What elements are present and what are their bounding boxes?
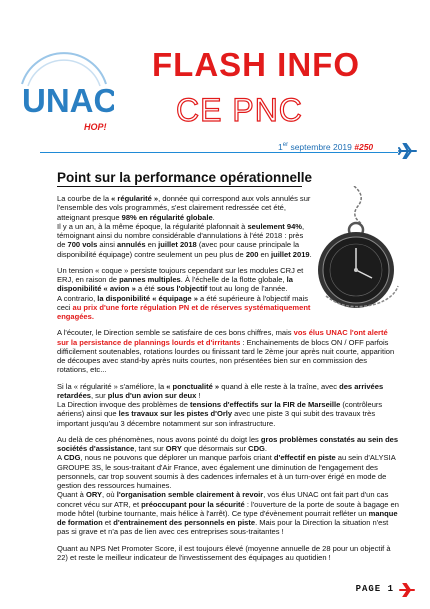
text-run: annulés xyxy=(117,240,146,250)
logo-text: UNAC xyxy=(22,82,114,119)
text-run: Quant à xyxy=(57,490,86,500)
text-run: gros problèmes constatés au sein des sociétés d'assistance xyxy=(57,434,399,453)
article-paragraph xyxy=(57,266,312,322)
text-run: d'effectif en piste xyxy=(273,453,336,463)
text-run: les travaux sur les pistes d'Orly xyxy=(118,409,233,419)
text-run: A l'écouter, le Direction semble se satisfaire de ces bons chiffres, mais xyxy=(57,328,294,338)
issue-date xyxy=(278,142,373,152)
text-run: tout au long de l'année. xyxy=(207,284,288,294)
airplane-icon xyxy=(399,583,415,597)
text-run: seulement 94% xyxy=(247,221,303,231)
text-run: . Mais pour la Direction la situation n'est pas si grave et n'a pas de lien avec ces entreprises sous-traitantes ! xyxy=(57,518,389,537)
text-run: A contrario, xyxy=(57,293,98,303)
text-run: : Enchainements de blocs ON / OFF parfois difficilement soutenables, rotations lourdes ou finissant tard le 2ème jour après nuit courte, apparition de découpes avec stand-by après nuits courtes, non présentées bien sur en commission des rotations, etc... xyxy=(57,337,395,375)
text-run: 700 vols xyxy=(67,240,98,250)
date-day: 1 xyxy=(278,142,283,152)
text-run: plus d'un avion sur deux xyxy=(107,390,197,400)
header-rule xyxy=(40,152,398,153)
text-run: , donnée qui correspond aux vols annulés sur l'ensemble des vols programmés, s'est clairement redressée cet été, atteignant presque xyxy=(57,194,311,222)
text-run: : l'ouverture de la porte de soute à bagage en mode hôtel (turbine tournante, mais hélice à l'arrêt). Ce type d'évènement pourrait refléter un xyxy=(57,499,399,518)
text-run: manque de formation xyxy=(57,508,398,527)
title-underline xyxy=(57,186,302,187)
text-run: (avec pour cause principale la disponibilité équipage) contre seulement un peu plus de xyxy=(57,240,300,259)
text-run: juillet 2018 xyxy=(158,240,197,250)
article-paragraph xyxy=(57,328,399,374)
text-run: « régularité » xyxy=(111,194,159,203)
text-run: , vos élus UNAC ont fait part d'un cas concret vécu sur ATR, et xyxy=(57,490,389,509)
ce-pnc-subtitle: CE PNC xyxy=(176,92,303,128)
text-run: sous l'objectif xyxy=(156,284,208,294)
text-run: en xyxy=(145,240,159,250)
text-run: la disponibilité « équipage » xyxy=(97,293,198,303)
issue-number: #250 xyxy=(354,142,374,152)
text-run: et xyxy=(102,518,114,527)
text-run: Un tension « coque » persiste toujours cependant sur les modules CRJ et ERJ, en raison de xyxy=(57,265,304,284)
text-run: . xyxy=(264,444,268,453)
text-run: La Direction invoque des problèmes de xyxy=(57,400,190,409)
text-run: a été xyxy=(135,284,157,294)
text-run: ! xyxy=(196,390,201,400)
text-run: des arrivées retardées xyxy=(57,381,384,400)
text-run: . À l'échelle de la flotte globale, xyxy=(180,275,287,284)
text-run: en xyxy=(258,249,271,259)
text-run: Il y a un an, à la même époque, la régularité plafonnait à xyxy=(57,221,248,231)
text-run: (contrôleurs aériens) ainsi que xyxy=(57,400,383,419)
airplane-icon xyxy=(398,143,418,159)
text-run: . xyxy=(309,249,312,259)
text-run: ainsi xyxy=(97,240,118,250)
article-paragraph xyxy=(57,435,399,537)
date-sup: er xyxy=(282,142,289,149)
article-title: Point sur la performance opérationnelle xyxy=(57,170,313,185)
text-run: a été supérieure à l'objectif mais ceci xyxy=(57,293,309,312)
unac-logo xyxy=(14,44,114,134)
page-number: PAGE 1 xyxy=(355,584,394,594)
text-run: CDG xyxy=(248,444,265,453)
text-run: juillet 2019 xyxy=(271,249,310,259)
text-run: , nous ne pouvons que déplorer un manque parfois criant xyxy=(80,453,274,463)
text-run: , où xyxy=(102,490,117,500)
text-run: « ponctualité » xyxy=(166,381,220,391)
text-run: Au delà de ces phénomènes, nous avons pointé du doigt les xyxy=(57,434,261,444)
text-run: que désormais sur xyxy=(181,444,249,453)
text-run: au prix d'une forte régulation PN et de réserves systématiquement engagées. xyxy=(57,302,311,321)
flash-info-title: FLASH INFO xyxy=(152,46,360,83)
text-run: 98% en régularité globale xyxy=(121,212,213,222)
text-run: , témoignant ainsi du nombre considérable d'annulations à l'été 2018 : près de xyxy=(57,221,305,250)
text-run: ORY xyxy=(85,490,103,500)
text-run: vos élus UNAC l'ont alerté sur la persistance de plannings lourds et d'irritants xyxy=(57,328,388,347)
text-run: quand à elle reste à la traîne, avec xyxy=(219,381,340,391)
text-run: , sur xyxy=(90,390,108,400)
article-paragraph xyxy=(57,544,399,563)
text-run: préoccupant pour la sécurité xyxy=(141,499,245,509)
text-run: La courbe de la xyxy=(57,194,112,203)
text-run: , tant sur xyxy=(134,444,166,453)
text-run: ORY xyxy=(165,444,182,453)
date-text: septembre 2019 xyxy=(288,142,355,152)
text-run: avec une piste 3 qui subit des travaux très important jusqu'au 3 décembre notamment sur son infrastructure. xyxy=(57,409,376,428)
text-run: d'entrainement des personnels en piste xyxy=(113,518,256,527)
text-run: tensions d'effectifs sur la FIR de Marseille xyxy=(190,400,341,409)
logo-hop: HOP! xyxy=(84,122,107,132)
text-run: au sein d'ALYSIA GROUPE 3S, le sous-traitant d'Air France, avec également une diminution de l'engagement des personnels, car trop souvent soumis à des cadences infernales et à un turn-over érigé en mode de gestion des ressources humaines. xyxy=(57,453,396,490)
text-run: CDG xyxy=(63,453,81,463)
text-run: A xyxy=(57,453,64,463)
article-paragraph xyxy=(57,382,399,428)
article-paragraph xyxy=(57,194,312,259)
text-run: Si la « régularité » s'améliore, la xyxy=(57,381,167,391)
text-run: pannes multiples xyxy=(119,275,181,284)
text-run: 200 xyxy=(245,249,259,259)
text-run: . xyxy=(212,212,215,222)
text-run: l'organisation semble clairement à revoir xyxy=(116,490,264,500)
article-body xyxy=(57,194,399,569)
text-run: Quant au NPS Net Promoter Score, il est toujours élevé (moyenne annuelle de 28 pour un objectif à 22) et reste le meilleur indicateur de l'investissement des équipages au quotidien ! xyxy=(57,543,391,562)
text-run: la disponibilité « avion » xyxy=(57,275,293,294)
